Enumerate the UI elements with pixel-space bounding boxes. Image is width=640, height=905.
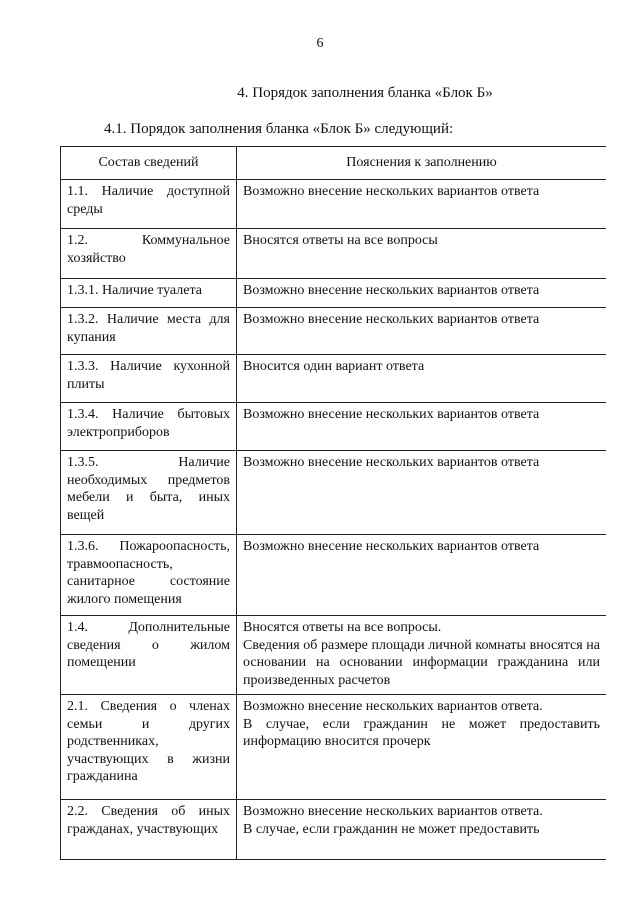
row-item-cell: 1.3.6. Пожароопасность, травмоопасность, санитарное состояние жилого помещения [61,535,237,616]
explanation-paragraph: Возможно внесение нескольких вариантов ответа [243,184,540,199]
explanation-paragraph: Возможно внесение нескольких вариантов ответа [243,539,540,554]
table-row [61,616,607,695]
row-explanation-cell [237,229,607,279]
row-item-cell: 2.1. Сведения о членах семьи и других родственниках, участвующих в жизни гражданина [61,695,237,800]
table-row [61,308,607,355]
explanation-paragraph: Возможно внесение нескольких вариантов ответа. [243,699,543,714]
explanation-paragraph: Возможно внесение нескольких вариантов ответа [243,283,540,298]
row-explanation-cell [237,616,607,695]
row-explanation-cell [237,180,607,229]
explanation-paragraph: Возможно внесение нескольких вариантов ответа [243,407,540,422]
table-row [61,279,607,308]
intro-text: 4.1. Порядок заполнения бланка «Блок Б» следующий: [104,121,454,137]
row-item-cell: 1.3.2. Наличие места для купания [61,308,237,355]
row-explanation-cell [237,403,607,451]
table-row [61,695,607,800]
explanation-paragraph: Вносятся ответы на все вопросы. [243,620,442,635]
explanation-paragraph: Возможно внесение нескольких вариантов ответа [243,312,540,327]
row-item-cell: 1.1. Наличие доступной среды [61,180,237,229]
explanation-paragraph: В случае, если гражданин не может предоставить информацию вносится прочерк [243,716,600,749]
table-row [61,535,607,616]
row-explanation-cell [237,535,607,616]
info-table-container [60,146,606,905]
row-item-cell: 1.4. Дополнительные сведения о жилом помещении [61,616,237,695]
row-item-cell: 1.3.4. Наличие бытовых электроприборов [61,403,237,451]
row-item-cell: 1.3.5. Наличие необходимых предметов мебели и быта, иных вещей [61,451,237,535]
table-row [61,451,607,535]
table-row [61,180,607,229]
table-row [61,403,607,451]
row-explanation-cell [237,308,607,355]
row-explanation-cell [237,800,607,860]
row-item-cell: 2.2. Сведения об иных гражданах, участвующих [61,800,237,860]
info-table [60,146,606,860]
row-explanation-cell [237,355,607,403]
table-row [61,800,607,860]
row-item-cell: 1.3.1. Наличие туалета [61,279,237,308]
explanation-paragraph: В случае, если гражданин не может предоставить [243,821,540,837]
table-row [61,229,607,279]
page-number: 6 [316,36,324,51]
row-explanation-cell [237,279,607,308]
explanation-paragraph: Возможно внесение нескольких вариантов ответа. [243,804,543,819]
row-explanation-cell [237,695,607,800]
row-item-cell: 1.2. Коммунальное хозяйство [61,229,237,279]
explanation-paragraph: Вносятся ответы на все вопросы [243,233,438,248]
section-heading: 4. Порядок заполнения бланка «Блок Б» [237,85,493,101]
table-header-row [61,147,607,180]
explanation-paragraph: Вносится один вариант ответа [243,359,425,374]
row-item-cell: 1.3.3. Наличие кухонной плиты [61,355,237,403]
table-row [61,355,607,403]
explanation-paragraph: Сведения об размере площади личной комнаты вносятся на основании на основании информации гражданина или произведенных расчетов [243,637,600,688]
column-header-composition: Состав сведений [61,147,237,180]
row-explanation-cell [237,451,607,535]
explanation-paragraph: Возможно внесение нескольких вариантов ответа [243,455,540,470]
column-header-explanation: Пояснения к заполнению [237,147,607,180]
